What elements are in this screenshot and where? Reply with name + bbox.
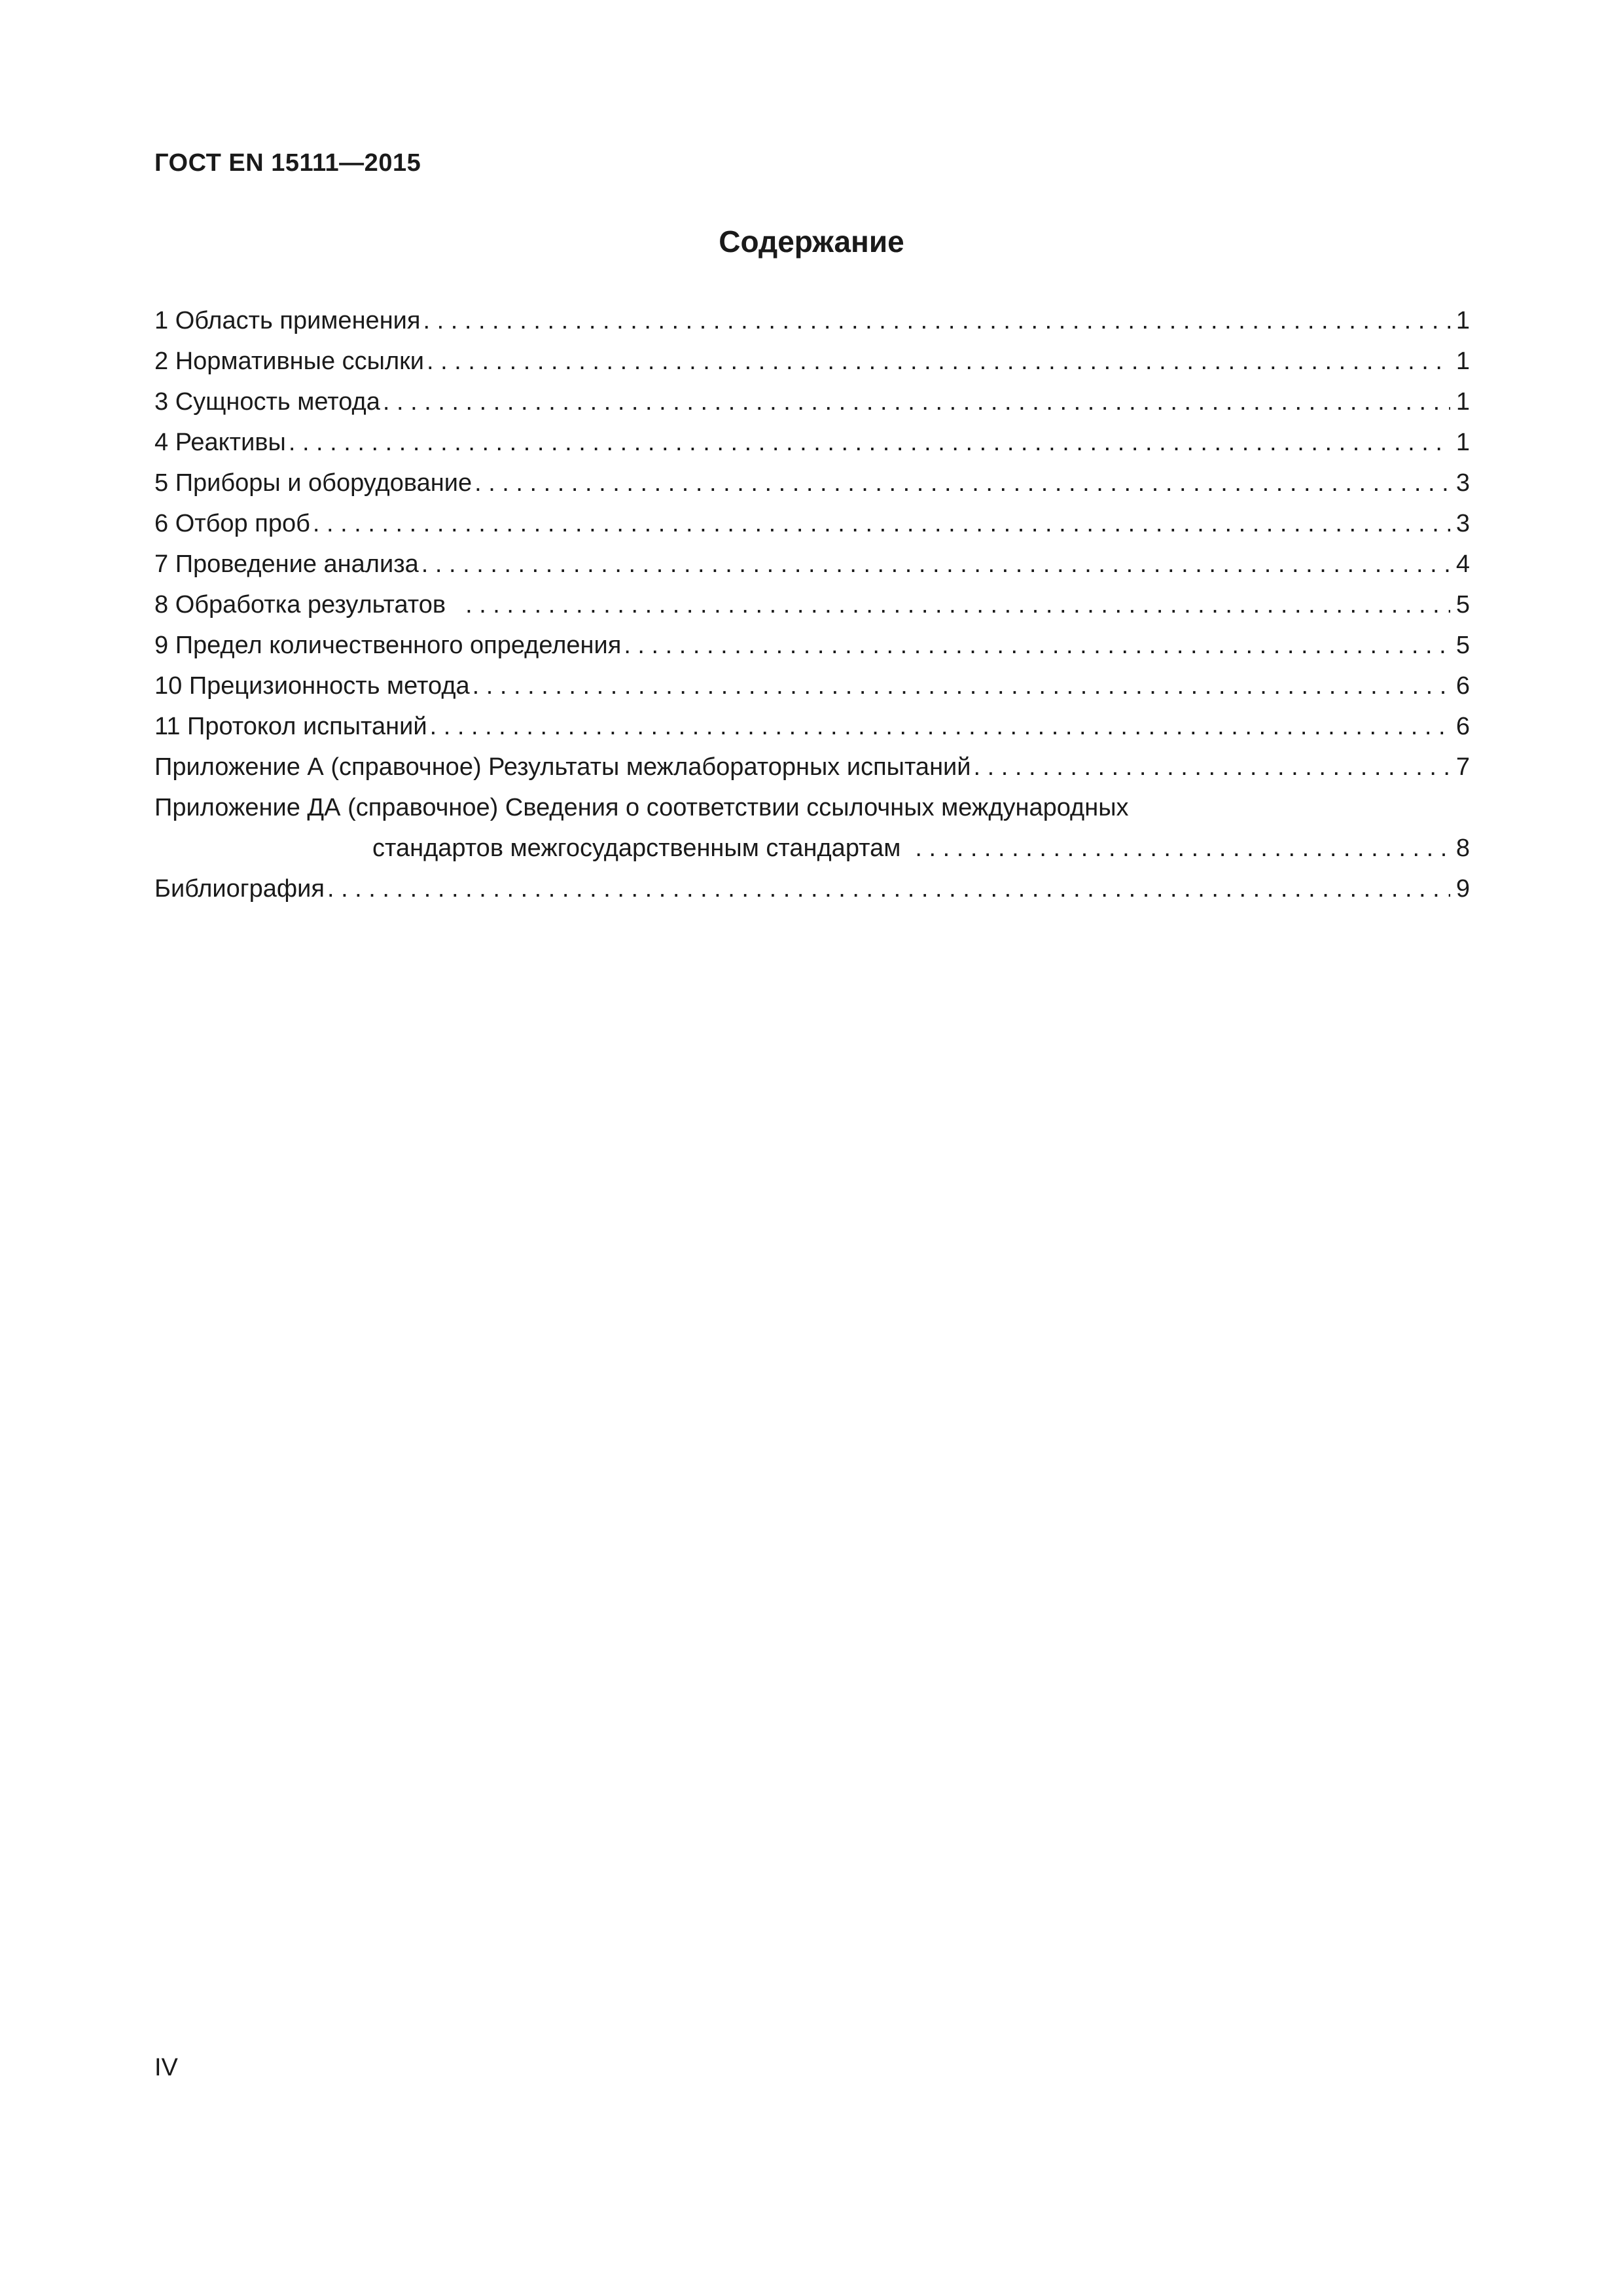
toc-leader-dots — [327, 869, 1450, 909]
toc-leader-dots — [915, 828, 1450, 869]
toc-entry-continuation[interactable] — [154, 828, 1470, 869]
toc-leader-dots — [427, 341, 1450, 382]
toc-entry-label: Приложение А (справочное) Результаты межлабораторных испытаний — [154, 753, 971, 781]
toc-entry-label: 2 Нормативные ссылки — [154, 348, 424, 375]
toc-entry-page: 6 — [1455, 672, 1470, 700]
toc-entry-page: 3 — [1455, 510, 1470, 537]
toc-leader-dots — [624, 625, 1450, 666]
toc-entry[interactable] — [154, 584, 1470, 625]
toc-entry-page: 1 — [1455, 388, 1470, 416]
toc-leader-dots — [473, 666, 1450, 706]
toc-entry-page: 1 — [1455, 429, 1470, 456]
table-of-contents — [154, 300, 1470, 909]
toc-entry-label: 11 Протокол испытаний — [154, 713, 427, 740]
toc-entry-label: 7 Проведение анализа — [154, 550, 419, 578]
toc-entry-label-continuation: стандартов межгосударственным стандартам — [372, 834, 901, 862]
toc-entry[interactable] — [154, 544, 1470, 584]
toc-entry-page: 4 — [1455, 550, 1470, 578]
toc-entry[interactable] — [154, 503, 1470, 544]
toc-entry-page: 9 — [1455, 875, 1470, 903]
toc-leader-dots — [423, 300, 1450, 341]
toc-entry-label: 4 Реактивы — [154, 429, 286, 456]
toc-entry[interactable] — [154, 300, 1470, 341]
toc-entry[interactable] — [154, 869, 1470, 909]
toc-entry[interactable] — [154, 706, 1470, 747]
toc-leader-dots — [313, 503, 1450, 544]
toc-entry-page: 1 — [1455, 307, 1470, 334]
toc-entry[interactable] — [154, 341, 1470, 382]
toc-leader-dots — [430, 706, 1450, 747]
toc-entry-label: 5 Приборы и оборудование — [154, 469, 473, 497]
toc-entry-page: 1 — [1455, 348, 1470, 375]
toc-entry-page: 8 — [1455, 834, 1470, 862]
toc-entry[interactable] — [154, 463, 1470, 503]
toc-entry-label: Библиография — [154, 875, 325, 903]
toc-leader-dots — [465, 584, 1450, 625]
toc-entry[interactable] — [154, 747, 1470, 787]
toc-leader-dots — [474, 463, 1450, 503]
toc-leader-dots — [974, 747, 1450, 787]
toc-entry[interactable] — [154, 666, 1470, 706]
toc-entry-label: 1 Область применения — [154, 307, 421, 334]
toc-entry-label: 10 Прецизионность метода — [154, 672, 470, 700]
toc-entry-page: 6 — [1455, 713, 1470, 740]
toc-entry-page: 5 — [1455, 591, 1470, 619]
page-number: IV — [154, 2054, 178, 2081]
toc-entry-page: 3 — [1455, 469, 1470, 497]
toc-leader-dots — [421, 544, 1450, 584]
toc-entry-label: 8 Обработка результатов — [154, 591, 446, 619]
page-title: Содержание — [719, 224, 904, 259]
toc-entry[interactable] — [154, 625, 1470, 666]
toc-entry-label: 3 Сущность метода — [154, 388, 380, 416]
toc-entry[interactable] — [154, 787, 1470, 828]
toc-entry[interactable] — [154, 422, 1470, 463]
toc-entry-page: 5 — [1455, 632, 1470, 659]
toc-entry-label: Приложение ДА (справочное) Сведения о соответствии ссылочных международных — [154, 794, 1129, 821]
toc-leader-dots — [383, 382, 1450, 422]
toc-entry-label: 6 Отбор проб — [154, 510, 310, 537]
toc-entry-label: 9 Предел количественного определения — [154, 632, 622, 659]
toc-entry-page: 7 — [1455, 753, 1470, 781]
toc-entry[interactable] — [154, 382, 1470, 422]
document-header: ГОСТ EN 15111—2015 — [154, 149, 421, 177]
toc-leader-dots — [289, 422, 1450, 463]
